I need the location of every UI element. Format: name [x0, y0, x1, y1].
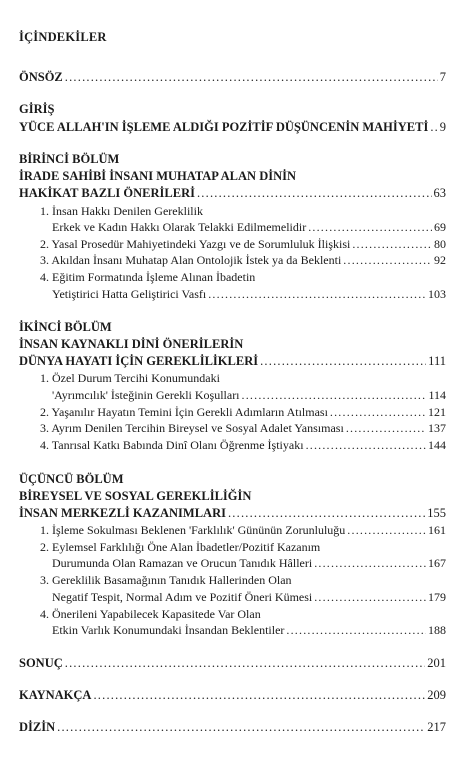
toc-subentry	[40, 573, 446, 587]
dot-leader	[430, 120, 437, 134]
dot-leader	[197, 186, 432, 200]
dot-leader	[346, 421, 426, 435]
section-heading-giris: GİRİŞ	[19, 102, 55, 116]
toc-subentry	[52, 388, 446, 402]
page-number: 92	[434, 253, 446, 267]
toc-subentry	[52, 220, 446, 234]
toc-entry-label: DÜNYA HAYATI İÇİN GEREKLİLİKLERİ	[19, 354, 259, 368]
section-title-line1: BİREYSEL VE SOSYAL GEREKLİLİĞİN	[19, 489, 252, 503]
toc-subentry-label: 1. İnsan Hakkı Denilen Gereklilik	[40, 204, 203, 218]
toc-entry-onsoz	[19, 70, 446, 84]
section-title-line1: İNSAN KAYNAKLI DİNİ ÖNERİLERİN	[19, 337, 244, 351]
page-number: 111	[428, 354, 446, 368]
toc-entry-label: DİZİN	[19, 720, 56, 734]
page-number: 103	[428, 287, 446, 301]
toc-subentry-label: 2. Eylemsel Farklılığı Öne Alan İbadetler/Pozitif Kazanım	[40, 540, 321, 554]
toc-subentry	[40, 421, 446, 435]
toc-entry-label: HAKİKAT BAZLI ÖNERİLERİ	[19, 186, 195, 200]
toc-entry-sonuc	[19, 656, 446, 670]
toc-entry-kaynakca	[19, 688, 446, 702]
toc-subentry-label: Etkin Varlık Konumundaki İnsandan Beklentiler	[52, 623, 285, 637]
page-number: 121	[428, 405, 446, 419]
page-number: 114	[428, 388, 446, 402]
toc-subentry	[40, 405, 446, 419]
page-number: 63	[433, 186, 446, 200]
section-title-line2	[19, 186, 446, 200]
toc-subentry-label: 2. Yaşanılır Hayatın Temini İçin Gerekli Adımların Atılması	[40, 405, 328, 419]
toc-subentry-label: 2. Yasal Prosedür Mahiyetindeki Yazgı ve de Sorumluluk İlişkisi	[40, 237, 351, 251]
dot-leader	[308, 220, 432, 234]
dot-leader	[314, 590, 426, 604]
toc-subentry	[52, 590, 446, 604]
toc-subentry-label: 1. Özel Durum Tercihi Konumundaki	[40, 371, 220, 385]
dot-leader	[228, 506, 425, 520]
page-number: 179	[428, 590, 446, 604]
toc-subentry-label: Negatif Tespit, Normal Adım ve Pozitif Öneri Kümesi	[52, 590, 313, 604]
toc-subentry-label: 3. Akıldan İnsanı Muhatap Alan Ontolojik İstek ya da Beklenti	[40, 253, 342, 267]
section-title-line1: İRADE SAHİBİ İNSANI MUHATAP ALAN DİNİN	[19, 169, 297, 183]
dot-leader	[286, 623, 426, 637]
toc-subentry-label: 1. İşleme Sokulması Beklenen 'Farklılık' Gününün Zorunluluğu	[40, 523, 346, 537]
toc-subentry-label: 4. Tanrısal Katkı Babında Dinî Olanı Öğrenme İştiyakı	[40, 438, 304, 452]
toc-subentry-label: 3. Gereklilik Basamağının Tanıdık Hallerinden Olan	[40, 573, 292, 587]
toc-subentry-label: 4. Eğitim Formatında İşleme Alınan İbadetin	[40, 270, 256, 284]
toc-entry-dizin	[19, 720, 446, 734]
toc-subentry-label: 3. Ayrım Denilen Tercihin Bireysel ve Sosyal Adalet Yansıması	[40, 421, 344, 435]
dot-leader	[343, 253, 432, 267]
section-heading-bolum2: İKİNCİ BÖLÜM	[19, 320, 112, 334]
dot-leader	[352, 237, 432, 251]
dot-leader	[330, 405, 426, 419]
dot-leader	[208, 287, 426, 301]
page-number: 217	[427, 720, 446, 734]
toc-subentry-label: Yetiştirici Hatta Geliştirici Vasfı	[52, 287, 207, 301]
section-heading-bolum3: ÜÇÜNCÜ BÖLÜM	[19, 472, 124, 486]
toc-entry-label: İNSAN MERKEZLİ KAZANIMLARI	[19, 506, 226, 520]
section-title-line2	[19, 354, 446, 368]
toc-subentry	[52, 556, 446, 570]
dot-leader	[306, 438, 426, 452]
toc-subentry	[40, 540, 446, 554]
page-number: 9	[439, 120, 446, 134]
page-number: 155	[427, 506, 446, 520]
dot-leader	[260, 354, 426, 368]
toc-subentry-label: 'Ayrımcılık' İsteğinin Gerekli Koşulları	[52, 388, 240, 402]
toc-subentry	[40, 438, 446, 452]
page-number: 137	[428, 421, 446, 435]
page-number: 7	[439, 70, 446, 84]
dot-leader	[347, 523, 426, 537]
page-number: 80	[434, 237, 446, 251]
section-heading-bolum1: BİRİNCİ BÖLÜM	[19, 152, 120, 166]
dot-leader	[93, 688, 425, 702]
toc-title: İÇİNDEKİLER	[19, 30, 107, 44]
toc-subentry	[52, 623, 446, 637]
page-number: 161	[428, 523, 446, 537]
section-title-line2	[19, 506, 446, 520]
page-number: 201	[427, 656, 446, 670]
dot-leader	[57, 720, 425, 734]
toc-subentry	[40, 270, 446, 284]
toc-entry-label: KAYNAKÇA	[19, 688, 92, 702]
toc-subentry-label: 4. Önerileni Yapabilecek Kapasitede Var Olan	[40, 607, 261, 621]
toc-subentry	[40, 607, 446, 621]
toc-subentry	[52, 287, 446, 301]
page-number: 144	[428, 438, 446, 452]
toc-subentry	[40, 204, 446, 218]
dot-leader	[314, 556, 426, 570]
page-number: 209	[427, 688, 446, 702]
page-number: 188	[428, 623, 446, 637]
dot-leader	[65, 656, 425, 670]
dot-leader	[242, 388, 427, 402]
toc-entry-giris	[19, 120, 446, 134]
toc-subentry	[40, 237, 446, 251]
toc-entry-label: SONUÇ	[19, 656, 63, 670]
toc-subentry	[40, 523, 446, 537]
toc-entry-label: ÖNSÖZ	[19, 70, 63, 84]
toc-subentry-label: Durumunda Olan Ramazan ve Orucun Tanıdık Hâlleri	[52, 556, 313, 570]
toc-subentry	[40, 371, 446, 385]
toc-subentry-label: Erkek ve Kadın Hakkı Olarak Telakki Edilmemelidir	[52, 220, 307, 234]
page-number: 69	[434, 220, 446, 234]
page-number: 167	[428, 556, 446, 570]
dot-leader	[65, 70, 438, 84]
toc-subentry	[40, 253, 446, 267]
toc-entry-label: YÜCE ALLAH'IN İŞLEME ALDIĞI POZİTİF DÜŞÜNCENİN MAHİYETİ	[19, 120, 429, 134]
